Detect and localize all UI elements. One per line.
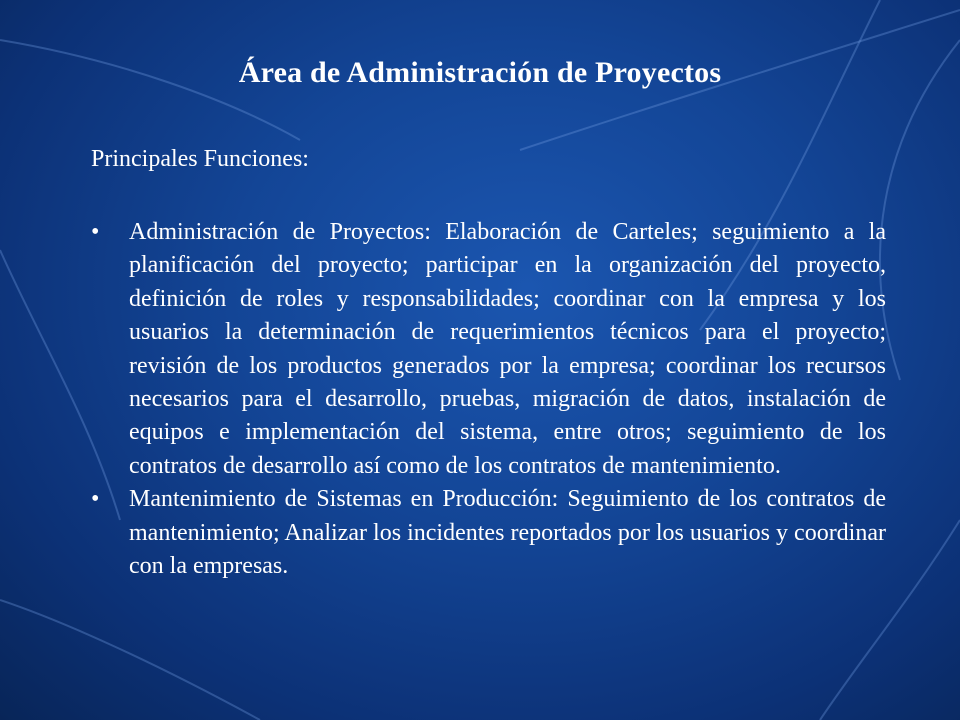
swirl-line-2 <box>880 40 960 380</box>
bullet-item <box>91 216 886 483</box>
swirl-line-5 <box>0 600 260 720</box>
swirl-line-7 <box>0 40 300 140</box>
bullet-marker: • <box>91 219 100 245</box>
bullet-item <box>91 483 886 583</box>
bullet-text: Mantenimiento de Sistemas en Producción: Seguimiento de los contratos de mantenimiento; Analizar los incidentes reportados por los usuarios y coordinar con la empresas. <box>129 486 886 580</box>
bullet-marker: • <box>91 486 100 513</box>
slide-subtitle: Principales Funciones: <box>91 146 309 172</box>
bullet-text: Administración de Proyectos: Elaboración de Carteles; seguimiento a la planificación del proyecto; participar en la organización del proyecto, definición de roles y responsabilidades; coordinar con la empresa y los usuarios la determinación de requerimientos técnicos para el proyecto; revisión de los productos generados por la empresa; coordinar los recursos necesarios para el desarrollo, pruebas, migración de datos, instalación de equipos e implementación del sistema, entre otros; seguimiento de los contratos de desarrollo así como de los contratos de mantenimiento. <box>129 219 886 479</box>
bullet-list <box>91 216 886 583</box>
slide-title: Área de Administración de Proyectos <box>238 56 722 89</box>
